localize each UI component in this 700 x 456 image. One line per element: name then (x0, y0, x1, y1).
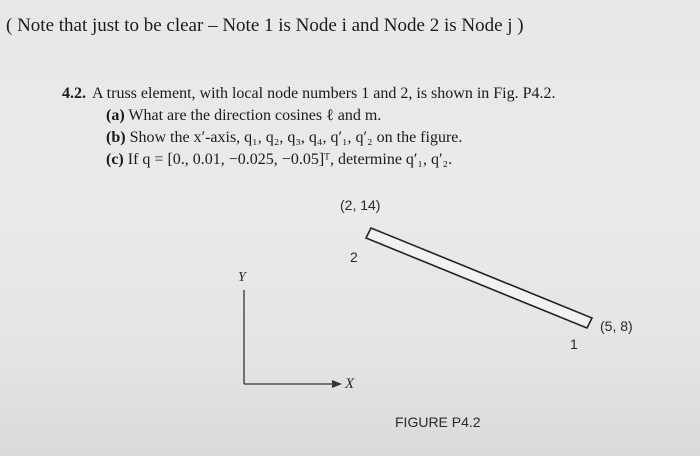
part-a-label: (a) (106, 107, 125, 124)
part-b-label: (b) (106, 129, 126, 146)
x-axis-arrowhead (332, 380, 342, 388)
x-axis-label: X (345, 376, 355, 392)
figure-caption: FIGURE P4.2 (395, 414, 481, 430)
part-a-text: What are the direction cosines ℓ and m. (128, 107, 382, 124)
part-b-text: Show the x′-axis, q₁, q₂, q₃, q₄, q′₁, q′₂ on the figure. (129, 129, 463, 146)
node-2-label: 2 (350, 249, 358, 265)
problem-number: 4.2. (62, 85, 86, 102)
part-c-text: If q = [0., 0.01, −0.025, −0.05]ᵀ, determine q′₁, q′₂. (127, 151, 453, 168)
node-2-coordinate: (2, 14) (340, 197, 381, 213)
clarification-note: ( Note that just to be clear – Note 1 is Node i and Node 2 is Node j ) (6, 15, 524, 36)
node-1-coordinate: (5, 8) (600, 318, 633, 334)
y-axis-label: Y (238, 270, 246, 285)
part-c-label: (c) (106, 151, 124, 168)
problem-stem: A truss element, with local node numbers 1 and 2, is shown in Fig. P4.2. (92, 85, 556, 102)
node-1-label: 1 (570, 336, 578, 352)
truss-element-bar (366, 228, 592, 328)
